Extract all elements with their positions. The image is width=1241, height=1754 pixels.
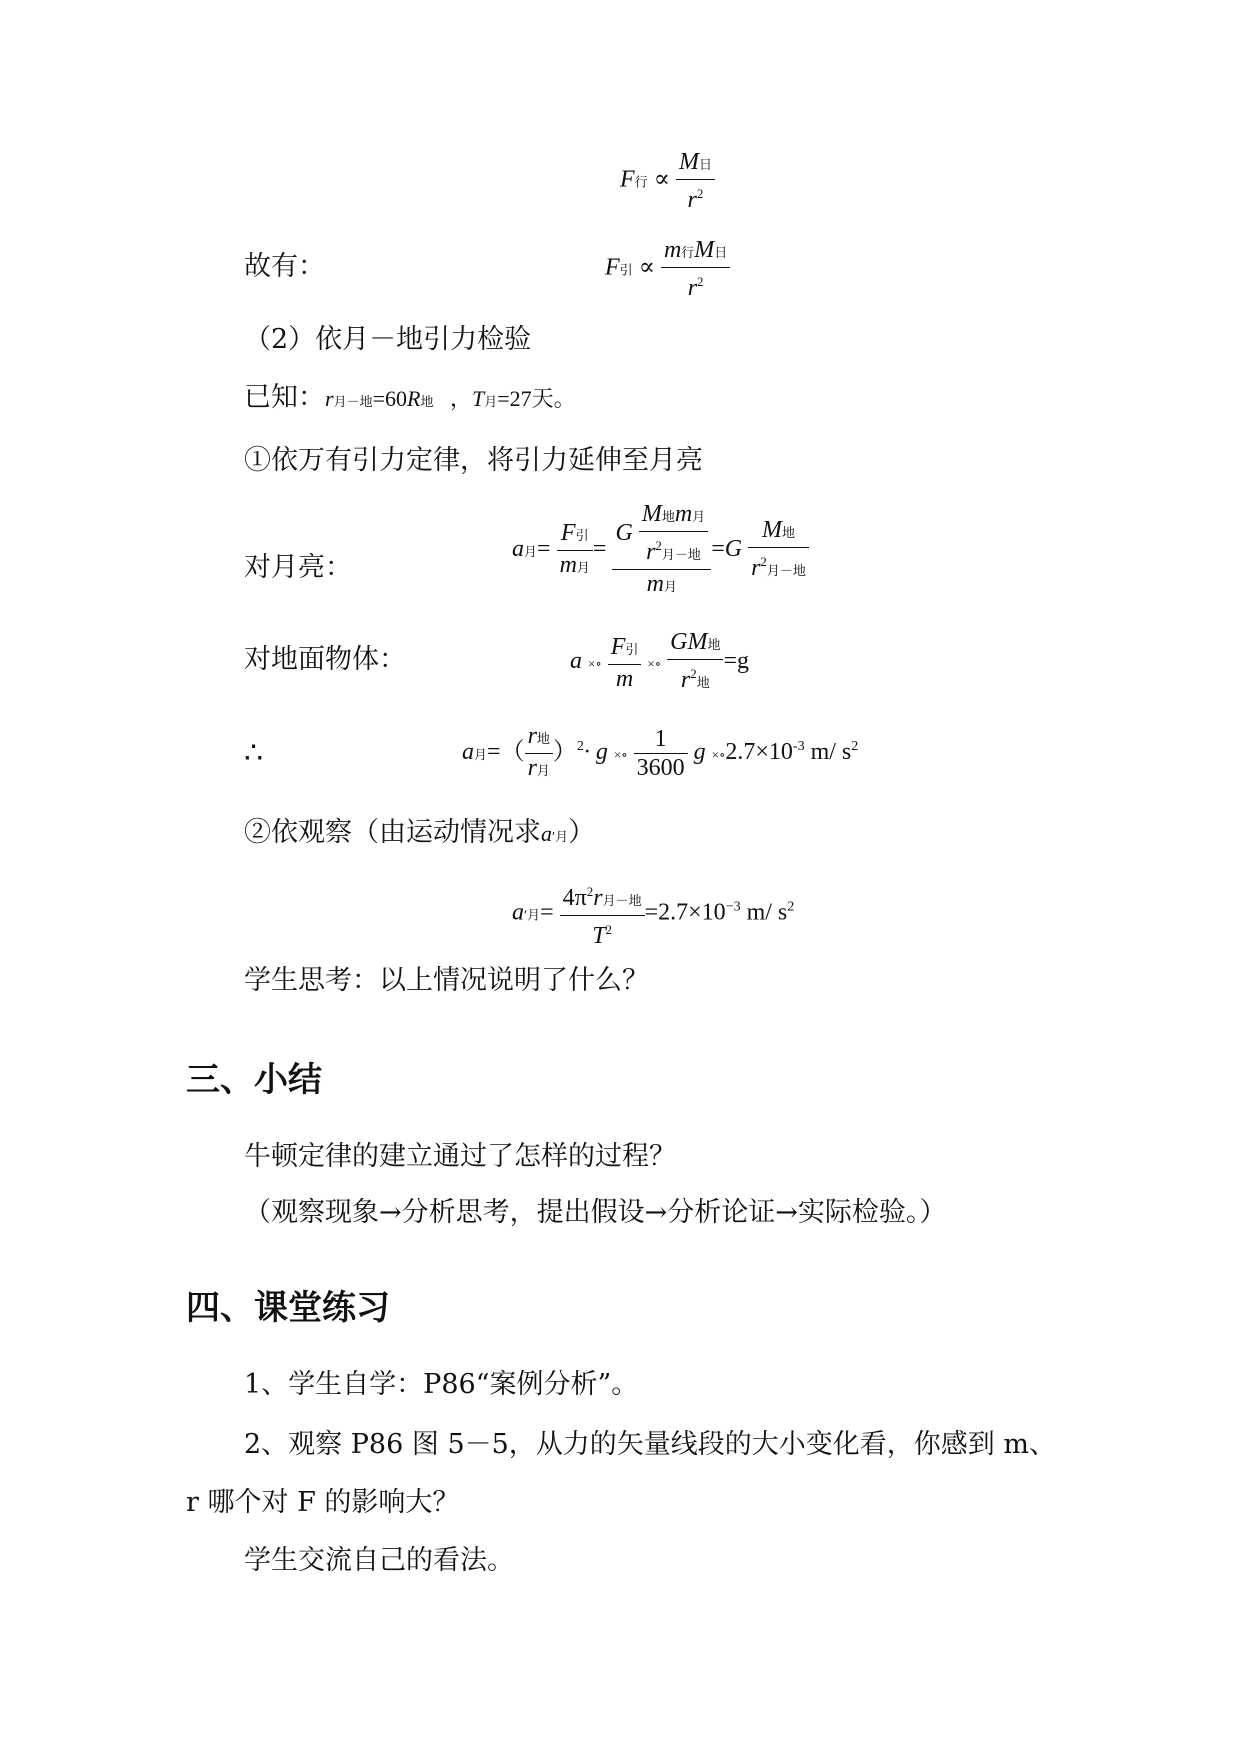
formula-subscript: 地 (696, 675, 710, 690)
formula-text: = (592, 536, 607, 563)
step2-symbol (541, 821, 568, 846)
formula-symbol: m (674, 501, 693, 527)
formula-text: =2.7×10 (644, 899, 726, 926)
formula-subscript: 日 (698, 157, 712, 172)
formula-text: = (537, 536, 551, 563)
formula-symbol: r (751, 555, 761, 581)
formula-symbol: a (512, 899, 524, 926)
formula-symbol: G (724, 536, 743, 563)
formula-symbol: g (693, 739, 706, 766)
formula-symbol: a (462, 739, 474, 766)
formula-text: = (540, 899, 554, 926)
paragraph-step1: ①依万有引力定律，将引力延伸至月亮 (244, 445, 703, 476)
formula-subscript: 日 (714, 245, 728, 260)
formula-subscript: 行 (681, 245, 695, 260)
fraction (661, 236, 730, 302)
formula-unit: m/ s (810, 739, 852, 766)
formula-exponent: 2 (655, 538, 662, 553)
formula-symbol: T (471, 386, 485, 411)
fraction (748, 516, 809, 585)
formula-symbol: M (694, 237, 715, 263)
formula-prime: ′ (524, 908, 528, 924)
fraction-numerator: 1 (634, 725, 688, 754)
fraction (667, 628, 723, 697)
formula-subscript: 月－地 (602, 893, 642, 908)
formula-text: = (711, 536, 725, 563)
formula-text: ， (449, 386, 472, 411)
fraction (525, 722, 553, 785)
formula-subscript: 地 (536, 731, 550, 746)
formula-text: 4π (562, 885, 587, 911)
formula-exponent: 2 (586, 884, 594, 899)
formula-exponent: −3 (725, 899, 741, 915)
formula-moon-acceleration (512, 500, 809, 601)
paragraph-think: 学生思考：以上情况说明了什么？ (244, 965, 649, 996)
formula-exponent: 2 (697, 274, 704, 289)
formula-ratio (462, 722, 858, 785)
formula-subscript: 月 (524, 544, 538, 560)
formula-symbol: M (641, 501, 662, 527)
formula-symbol: m (646, 571, 664, 597)
formula-exponent: 2 (605, 922, 613, 937)
formula-unit: m/ s (746, 899, 788, 926)
paragraph-ex2-line1: 2、观察 P86 图 5－5，从力的矢量线段的大小变化看，你感到 m、 (244, 1429, 1056, 1460)
formula-subscript: 地 (782, 525, 796, 540)
formula-prime: ′ (552, 830, 556, 845)
fraction (676, 148, 715, 214)
fraction-compound (612, 500, 711, 601)
formula-subscript: 月－地 (333, 394, 373, 409)
formula-symbol: m (615, 665, 634, 692)
fraction (639, 500, 708, 569)
formula-gravity-force (605, 236, 730, 302)
formula-exponent: -3 (792, 739, 805, 755)
formula-symbol: G (615, 520, 633, 547)
formula-symbol: r (646, 539, 656, 565)
paragraph-dui-yueliang: 对月亮： (244, 552, 352, 583)
formula-subscript: 月 (555, 829, 569, 844)
formula-symbol: r (527, 723, 537, 749)
formula-symbol: r (680, 667, 691, 693)
formula-subscript: 月 (536, 763, 550, 778)
formula-text: = (487, 739, 501, 766)
formula-subscript: 月－地 (766, 563, 806, 578)
formula-symbol: a (541, 821, 552, 846)
formula-symbol-approx: ×∘ (588, 656, 602, 672)
paragraph-summary-question: 牛顿定律的建立通过了怎样的过程？ (244, 1141, 676, 1172)
formula-symbol: r (687, 275, 698, 301)
paragraph-gu-you: 故有： (244, 251, 325, 282)
formula-symbol: M (762, 517, 782, 543)
formula-symbol: m (663, 237, 682, 263)
formula-symbol: r (325, 386, 334, 411)
formula-text: =60 (372, 386, 407, 411)
formula-symbol-approx: ×∘ (613, 747, 628, 763)
formula-subscript: 月 (692, 509, 706, 524)
known-values (325, 386, 576, 411)
formula-subscript: 地 (707, 637, 721, 652)
formula-subscript: 月－地 (661, 547, 701, 562)
formula-subscript: 引 (575, 528, 589, 543)
formula-text: 2.7×10 (725, 739, 793, 766)
formula-subscript: 月 (474, 747, 488, 763)
formula-symbol: F (610, 633, 626, 660)
fraction (557, 519, 593, 582)
formula-ground-acceleration (570, 628, 749, 697)
formula-text: （ (500, 739, 525, 766)
paragraph-ex2-line2: r 哪个对 F 的影响大？ (186, 1487, 460, 1518)
formula-exponent: 2 (787, 899, 795, 915)
paragraph-therefore: ∴ (244, 736, 264, 771)
known-label: 已知： (244, 382, 325, 413)
heading-summary: 三、小结 (186, 1060, 322, 1100)
formula-subscript: 月 (484, 394, 498, 409)
formula-symbol: GM (670, 629, 708, 655)
formula-observed-acceleration (512, 878, 794, 950)
formula-text: =27天。 (497, 386, 576, 411)
fraction (634, 725, 688, 782)
formula-symbol-approx: ×∘ (711, 747, 726, 763)
step2-text: ②依观察（由运动情况求 (244, 817, 541, 848)
formula-symbol: m (559, 552, 577, 578)
formula-symbol: R (407, 386, 421, 411)
formula-exponent: 2 (696, 186, 704, 201)
paragraph-step2 (244, 816, 595, 855)
paragraph-ex1: 1、学生自学：P86“案例分析”。 (244, 1369, 639, 1400)
paragraph-check-title: （2）依月－地引力检验 (244, 324, 532, 355)
fraction (560, 878, 645, 950)
formula-symbol: M (678, 149, 699, 175)
formula-exponent: 2 (851, 739, 859, 755)
heading-practice: 四、课堂练习 (186, 1288, 390, 1328)
fraction-denominator: 3600 (636, 755, 685, 781)
formula-subscript: 月 (576, 560, 590, 575)
fraction (608, 633, 642, 693)
paragraph-exchange: 学生交流自己的看法。 (244, 1545, 514, 1576)
formula-symbol: r (687, 187, 697, 213)
formula-subscript: 引 (625, 641, 639, 657)
formula-subscript: 地 (420, 394, 434, 409)
paragraph-dui-dimian: 对地面物体： (244, 644, 406, 675)
formula-subscript: 引 (619, 262, 633, 278)
formula-symbol: F (605, 254, 620, 281)
formula-planet-force (620, 148, 715, 214)
proportional-sign: ∝ (638, 254, 655, 281)
formula-symbol: F (560, 520, 576, 546)
formula-subscript: 地 (661, 509, 675, 524)
formula-symbol-approx: ×∘ (647, 656, 662, 672)
paragraph-summary-answer: （观察现象→分析思考，提出假设→分析论证→实际检验。） (244, 1197, 947, 1228)
formula-symbol: · g (583, 739, 608, 766)
proportional-sign: ∝ (653, 166, 670, 193)
paragraph-known (244, 381, 576, 419)
formula-exponent: 2 (576, 739, 584, 755)
formula-symbol: a (570, 648, 582, 675)
formula-symbol: r (593, 885, 603, 911)
formula-subscript: 月 (663, 579, 677, 594)
formula-subscript: 月 (527, 907, 541, 923)
formula-exponent: 2 (690, 666, 697, 681)
formula-subscript: 行 (634, 174, 648, 190)
formula-symbol: F (620, 166, 635, 193)
step2-close: ） (568, 817, 596, 848)
formula-exponent: 2 (760, 554, 767, 569)
formula-symbol: T (592, 923, 606, 949)
formula-symbol: a (512, 536, 524, 563)
formula-symbol: r (527, 755, 537, 781)
formula-text: =g (723, 648, 750, 675)
formula-text: ） (552, 739, 577, 766)
